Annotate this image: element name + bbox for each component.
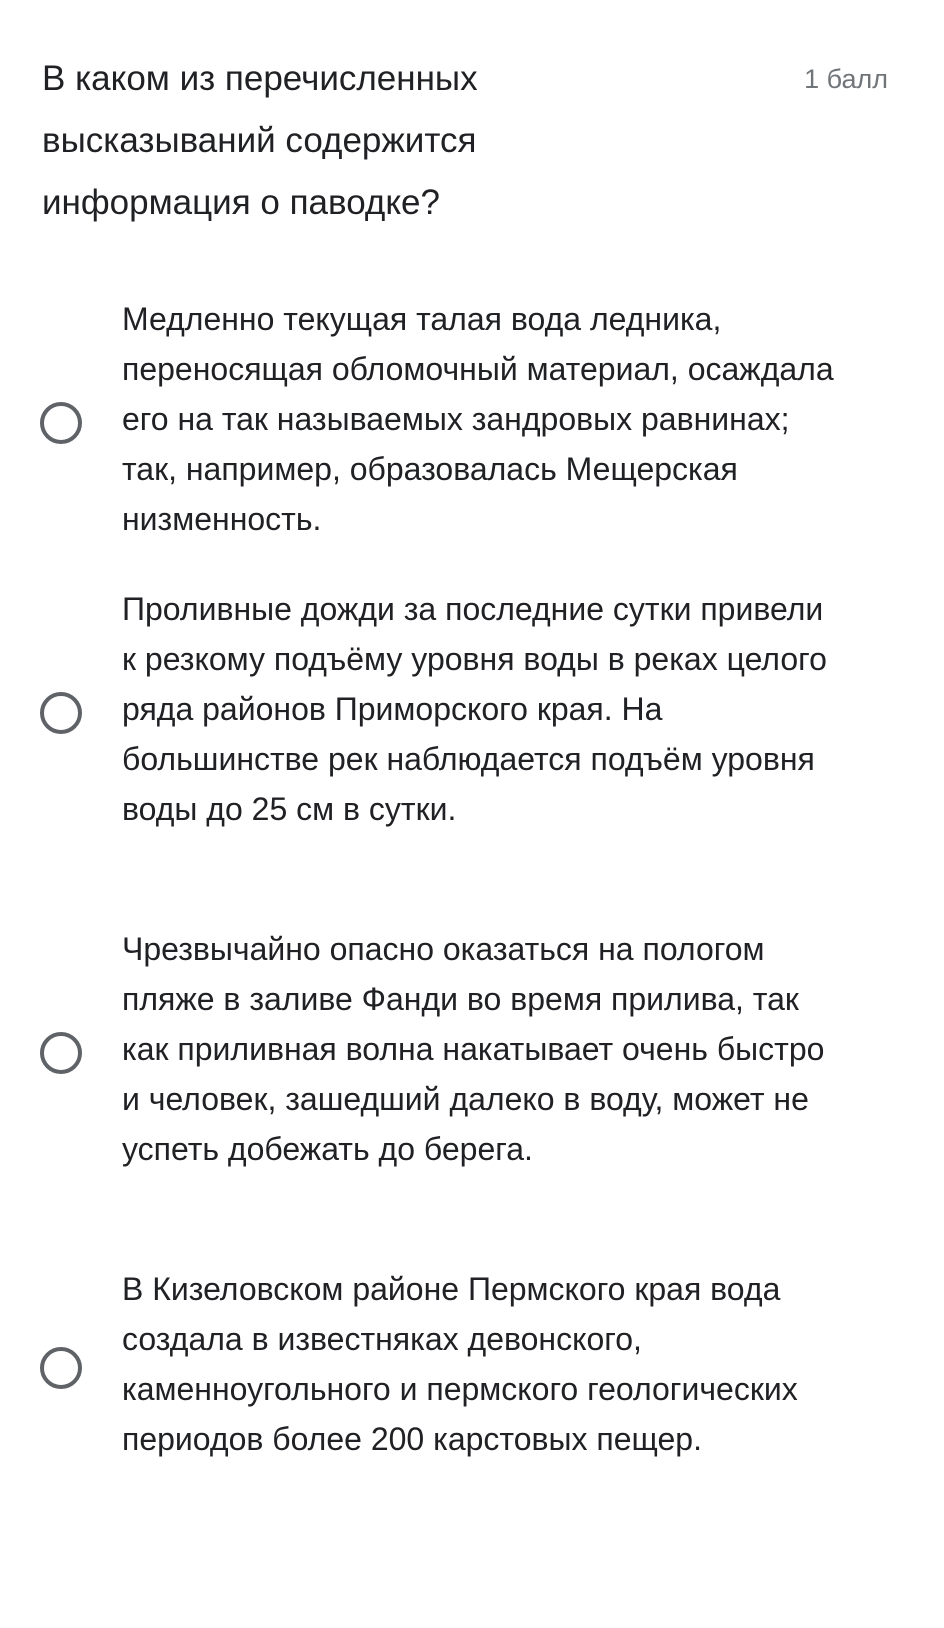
points-label: 1 балл [804, 64, 888, 94]
answer-option-1[interactable] [40, 294, 900, 544]
answer-option-label[interactable]: В Кизеловском районе Пермского края вода создала в известняках девонского, каменноугольного и пермского геологических периодов более 200 карстовых пещер. [122, 1271, 798, 1457]
radio-unchecked-icon[interactable] [40, 692, 82, 734]
answer-option-3[interactable] [40, 924, 900, 1174]
radio-unchecked-icon[interactable] [40, 1347, 82, 1389]
answer-option-4[interactable] [40, 1264, 900, 1464]
answer-option-label[interactable]: Медленно текущая талая вода ледника, переносящая обломочный материал, осаждала его на так называемых зандровых равнинах; так, например, образовалась Мещерская низменность. [122, 301, 834, 537]
answer-option-label[interactable]: Проливные дожди за последние сутки привели к резкому подъёму уровня воды в реках целого ряда районов Приморского края. На большинстве рек наблюдается подъём уровня воды до 25 см в сутки. [122, 591, 827, 827]
answer-option-label[interactable]: Чрезвычайно опасно оказаться на пологом пляже в заливе Фанди во время прилива, так как приливная волна накатывает очень быстро и человек, зашедший далеко в воду, может не успеть добежать до берега. [122, 931, 825, 1167]
radio-unchecked-icon[interactable] [40, 402, 82, 444]
question-title: В каком из перечисленных высказываний содержится информация о паводке? [42, 59, 478, 222]
answer-option-2[interactable] [40, 584, 900, 834]
question-header [42, 48, 902, 234]
radio-unchecked-icon[interactable] [40, 1032, 82, 1074]
